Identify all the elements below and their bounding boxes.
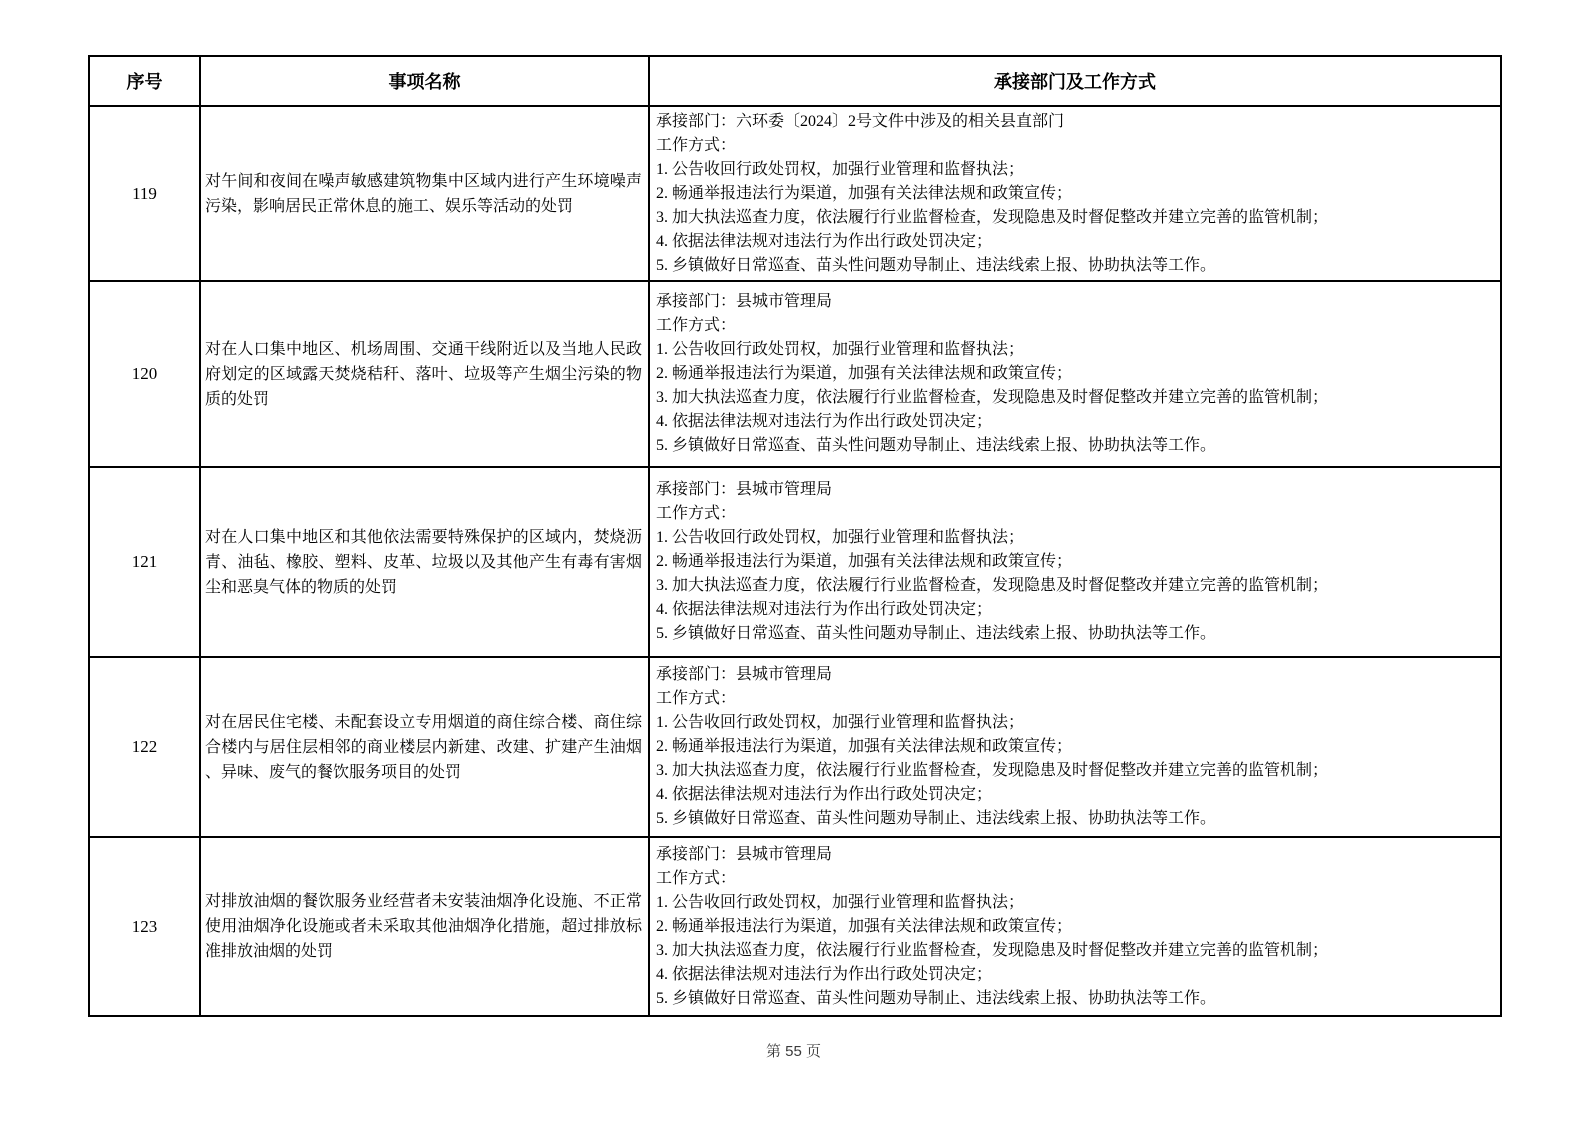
- department-line: 承接部门：县城市管理局: [656, 293, 833, 310]
- table-row: [89, 106, 1501, 281]
- table-row: [89, 281, 1501, 467]
- method-item: 5. 乡镇做好日常巡查、苗头性问题劝导制止、违法线索上报、协助执法等工作。: [656, 625, 1217, 642]
- method-item: 1. 公告收回行政处罚权，加强行业管理和监督执法；: [656, 341, 1025, 358]
- method-item: 4. 依据法律法规对违法行为作出行政处罚决定；: [656, 601, 993, 618]
- method-item: 1. 公告收回行政处罚权，加强行业管理和监督执法；: [656, 160, 1025, 178]
- row-number-cell: 121: [89, 467, 200, 657]
- method-item: 4. 依据法律法规对违法行为作出行政处罚决定；: [656, 786, 993, 803]
- department-line: 承接部门：县城市管理局: [656, 666, 833, 683]
- table-header-row: [89, 56, 1501, 106]
- method-item: 5. 乡镇做好日常巡查、苗头性问题劝导制止、违法线索上报、协助执法等工作。: [656, 256, 1217, 274]
- method-item: 2. 畅通举报违法行为渠道，加强有关法律法规和政策宣传；: [656, 553, 1073, 570]
- department-line: 承接部门：六环委〔2024〕2号文件中涉及的相关县直部门: [656, 112, 1065, 130]
- method-item: 5. 乡镇做好日常巡查、苗头性问题劝导制止、违法线索上报、协助执法等工作。: [656, 437, 1217, 454]
- method-item: 5. 乡镇做好日常巡查、苗头性问题劝导制止、违法线索上报、协助执法等工作。: [656, 810, 1217, 827]
- method-item: 3. 加大执法巡查力度，依法履行行业监督检查，发现隐患及时督促整改并建立完善的监管机制；: [656, 208, 1329, 226]
- method-item: 1. 公告收回行政处罚权，加强行业管理和监督执法；: [656, 893, 1025, 911]
- method-item: 3. 加大执法巡查力度，依法履行行业监督检查，发现隐患及时督促整改并建立完善的监管机制；: [656, 577, 1329, 594]
- method-item: 4. 依据法律法规对违法行为作出行政处罚决定；: [656, 413, 993, 430]
- department-method-cell: [649, 657, 1501, 837]
- row-number-cell: 123: [89, 837, 200, 1016]
- method-item: 5. 乡镇做好日常巡查、苗头性问题劝导制止、违法线索上报、协助执法等工作。: [656, 989, 1217, 1007]
- method-item: 2. 畅通举报违法行为渠道，加强有关法律法规和政策宣传；: [656, 738, 1073, 755]
- penalty-items-table: [88, 55, 1502, 1017]
- department-method-cell: [649, 837, 1501, 1016]
- method-item: 2. 畅通举报违法行为渠道，加强有关法律法规和政策宣传；: [656, 184, 1073, 202]
- row-number-cell: 119: [89, 106, 200, 281]
- method-item: 1. 公告收回行政处罚权，加强行业管理和监督执法；: [656, 529, 1025, 546]
- table-row: [89, 467, 1501, 657]
- method-label: 工作方式：: [656, 505, 737, 522]
- item-name-cell: 对排放油烟的餐饮服务业经营者未安装油烟净化设施、不正常使用油烟净化设施或者未采取其他油烟净化措施，超过排放标准排放油烟的处罚: [200, 837, 649, 1016]
- method-item: 3. 加大执法巡查力度，依法履行行业监督检查，发现隐患及时督促整改并建立完善的监管机制；: [656, 762, 1329, 779]
- department-method-cell: [649, 281, 1501, 467]
- department-line: 承接部门：县城市管理局: [656, 845, 833, 863]
- row-number-cell: 122: [89, 657, 200, 837]
- method-label: 工作方式：: [656, 136, 737, 154]
- method-item: 1. 公告收回行政处罚权，加强行业管理和监督执法；: [656, 714, 1025, 731]
- page-number-label: 第 55 页: [765, 1043, 822, 1060]
- method-item: 3. 加大执法巡查力度，依法履行行业监督检查，发现隐患及时督促整改并建立完善的监管机制；: [656, 389, 1329, 406]
- table-row: [89, 837, 1501, 1016]
- header-item-name: 事项名称: [200, 56, 649, 106]
- department-method-cell: [649, 106, 1501, 281]
- header-serial-number: 序号: [89, 56, 200, 106]
- method-item: 4. 依据法律法规对违法行为作出行政处罚决定；: [656, 232, 993, 250]
- item-name-cell: 对在人口集中地区和其他依法需要特殊保护的区域内，焚烧沥青、油毡、橡胶、塑料、皮革、垃圾以及其他产生有毒有害烟尘和恶臭气体的物质的处罚: [200, 467, 649, 657]
- method-label: 工作方式：: [656, 690, 737, 707]
- method-item: 3. 加大执法巡查力度，依法履行行业监督检查，发现隐患及时督促整改并建立完善的监管机制；: [656, 941, 1329, 959]
- item-name-cell: 对在人口集中地区、机场周围、交通干线附近以及当地人民政府划定的区域露天焚烧秸秆、落叶、垃圾等产生烟尘污染的物质的处罚: [200, 281, 649, 467]
- department-method-cell: [649, 467, 1501, 657]
- table-row: [89, 657, 1501, 837]
- item-name-cell: 对在居民住宅楼、未配套设立专用烟道的商住综合楼、商住综合楼内与居住层相邻的商业楼层内新建、改建、扩建产生油烟、异味、废气的餐饮服务项目的处罚: [200, 657, 649, 837]
- method-label: 工作方式：: [656, 869, 737, 887]
- department-line: 承接部门：县城市管理局: [656, 481, 833, 498]
- method-item: 2. 畅通举报违法行为渠道，加强有关法律法规和政策宣传；: [656, 365, 1073, 382]
- header-department-method: 承接部门及工作方式: [649, 56, 1501, 106]
- document-table-sheet: [88, 55, 1502, 1017]
- row-number-cell: 120: [89, 281, 200, 467]
- method-item: 4. 依据法律法规对违法行为作出行政处罚决定；: [656, 965, 993, 983]
- method-label: 工作方式：: [656, 317, 737, 334]
- method-item: 2. 畅通举报违法行为渠道，加强有关法律法规和政策宣传；: [656, 917, 1073, 935]
- item-name-cell: 对午间和夜间在噪声敏感建筑物集中区域内进行产生环境噪声污染，影响居民正常休息的施工、娱乐等活动的处罚: [200, 106, 649, 281]
